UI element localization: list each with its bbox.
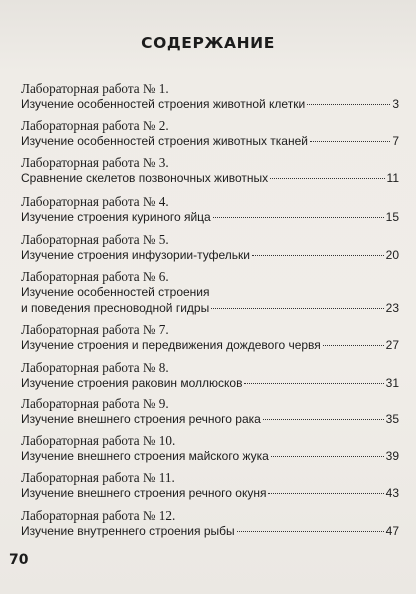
dot-leader (323, 345, 384, 346)
dot-leader (310, 141, 390, 142)
dot-leader (268, 493, 383, 494)
toc-entry[interactable] (21, 232, 399, 264)
toc-entry[interactable] (21, 360, 399, 392)
dot-leader (252, 255, 384, 256)
lab-work-topic: Изучение внешнего строения речного окуня (21, 486, 267, 500)
toc-page-number: 3 (392, 97, 399, 111)
lab-work-topic: Изучение внутреннего строения рыбы (21, 524, 235, 538)
toc-entry[interactable] (21, 470, 399, 502)
lab-work-label: Лабораторная работа № 10. (21, 433, 176, 448)
lab-work-label: Лабораторная работа № 4. (21, 194, 169, 209)
lab-work-topic-row (21, 524, 399, 540)
toc-page-number: 39 (385, 449, 399, 463)
toc-entry[interactable] (21, 194, 399, 226)
dot-leader (271, 456, 384, 457)
toc-entry[interactable] (21, 118, 399, 150)
toc-page-number: 11 (386, 171, 399, 185)
lab-work-topic: Сравнение скелетов позвоночных животных (21, 171, 269, 185)
page-number: 70 (9, 552, 29, 568)
toc-entry[interactable] (21, 396, 399, 428)
lab-work-topic-row (21, 210, 399, 226)
lab-work-topic-row (21, 248, 399, 264)
lab-work-label: Лабораторная работа № 9. (21, 396, 169, 411)
lab-work-label: Лабораторная работа № 12. (21, 508, 176, 523)
lab-work-label: Лабораторная работа № 6. (21, 269, 169, 284)
lab-work-topic-row (21, 338, 399, 354)
toc-page-number: 15 (385, 210, 399, 224)
lab-work-topic-line: Изучение особенностей строения (21, 285, 210, 299)
toc-entry[interactable] (21, 81, 399, 113)
dot-leader (307, 104, 390, 105)
toc-page-number: 35 (385, 412, 399, 426)
lab-work-topic: Изучение особенностей строения животных тканей (21, 134, 308, 148)
lab-work-topic-row (21, 376, 399, 392)
page-title: СОДЕРЖАНИЕ (141, 34, 275, 52)
lab-work-label: Лабораторная работа № 3. (21, 155, 169, 170)
dot-leader (270, 178, 384, 179)
lab-work-label: Лабораторная работа № 2. (21, 118, 169, 133)
toc-page-number: 43 (385, 486, 399, 500)
lab-work-topic: Изучение строения куриного яйца (21, 210, 211, 224)
lab-work-topic-row (21, 134, 399, 150)
dot-leader (237, 531, 384, 532)
lab-work-topic: Изучение строения инфузории-туфельки (21, 248, 250, 262)
lab-work-topic: Изучение внешнего строения майского жука (21, 449, 269, 463)
lab-work-topic: Изучение строения раковин моллюсков (21, 376, 243, 390)
toc-entry[interactable] (21, 433, 399, 465)
lab-work-topic: и поведения пресноводной гидры (21, 300, 210, 315)
lab-work-topic: Изучение строения и передвижения дождевого червя (21, 338, 321, 352)
lab-work-topic-row (21, 412, 399, 428)
lab-work-topic-row (21, 449, 399, 465)
toc-page-number: 27 (385, 338, 399, 352)
dot-leader (213, 217, 384, 218)
lab-work-topic: Изучение внешнего строения речного рака (21, 412, 261, 426)
lab-work-topic-row (21, 97, 399, 113)
lab-work-topic-row (21, 486, 399, 502)
toc-page-number: 31 (385, 376, 399, 390)
lab-work-label: Лабораторная работа № 7. (21, 322, 169, 337)
lab-work-topic: Изучение особенностей строения животной клетки (21, 97, 306, 111)
lab-work-label: Лабораторная работа № 11. (21, 470, 175, 485)
toc-entry[interactable] (21, 155, 399, 187)
lab-work-topic-row (21, 301, 399, 317)
lab-work-topic-row (21, 171, 399, 187)
dot-leader (244, 383, 383, 384)
lab-work-label: Лабораторная работа № 1. (21, 81, 169, 96)
dot-leader (263, 419, 384, 420)
toc-entry[interactable] (21, 508, 399, 540)
toc-page-number: 7 (392, 134, 399, 148)
toc-page-number: 23 (385, 300, 399, 315)
lab-work-label: Лабораторная работа № 5. (21, 232, 169, 247)
lab-work-label: Лабораторная работа № 8. (21, 360, 169, 375)
toc-entry[interactable] (21, 322, 399, 354)
dot-leader (211, 308, 383, 309)
toc-page-number: 47 (385, 524, 399, 538)
toc-entry[interactable] (21, 269, 399, 316)
toc-page-number: 20 (385, 248, 399, 262)
